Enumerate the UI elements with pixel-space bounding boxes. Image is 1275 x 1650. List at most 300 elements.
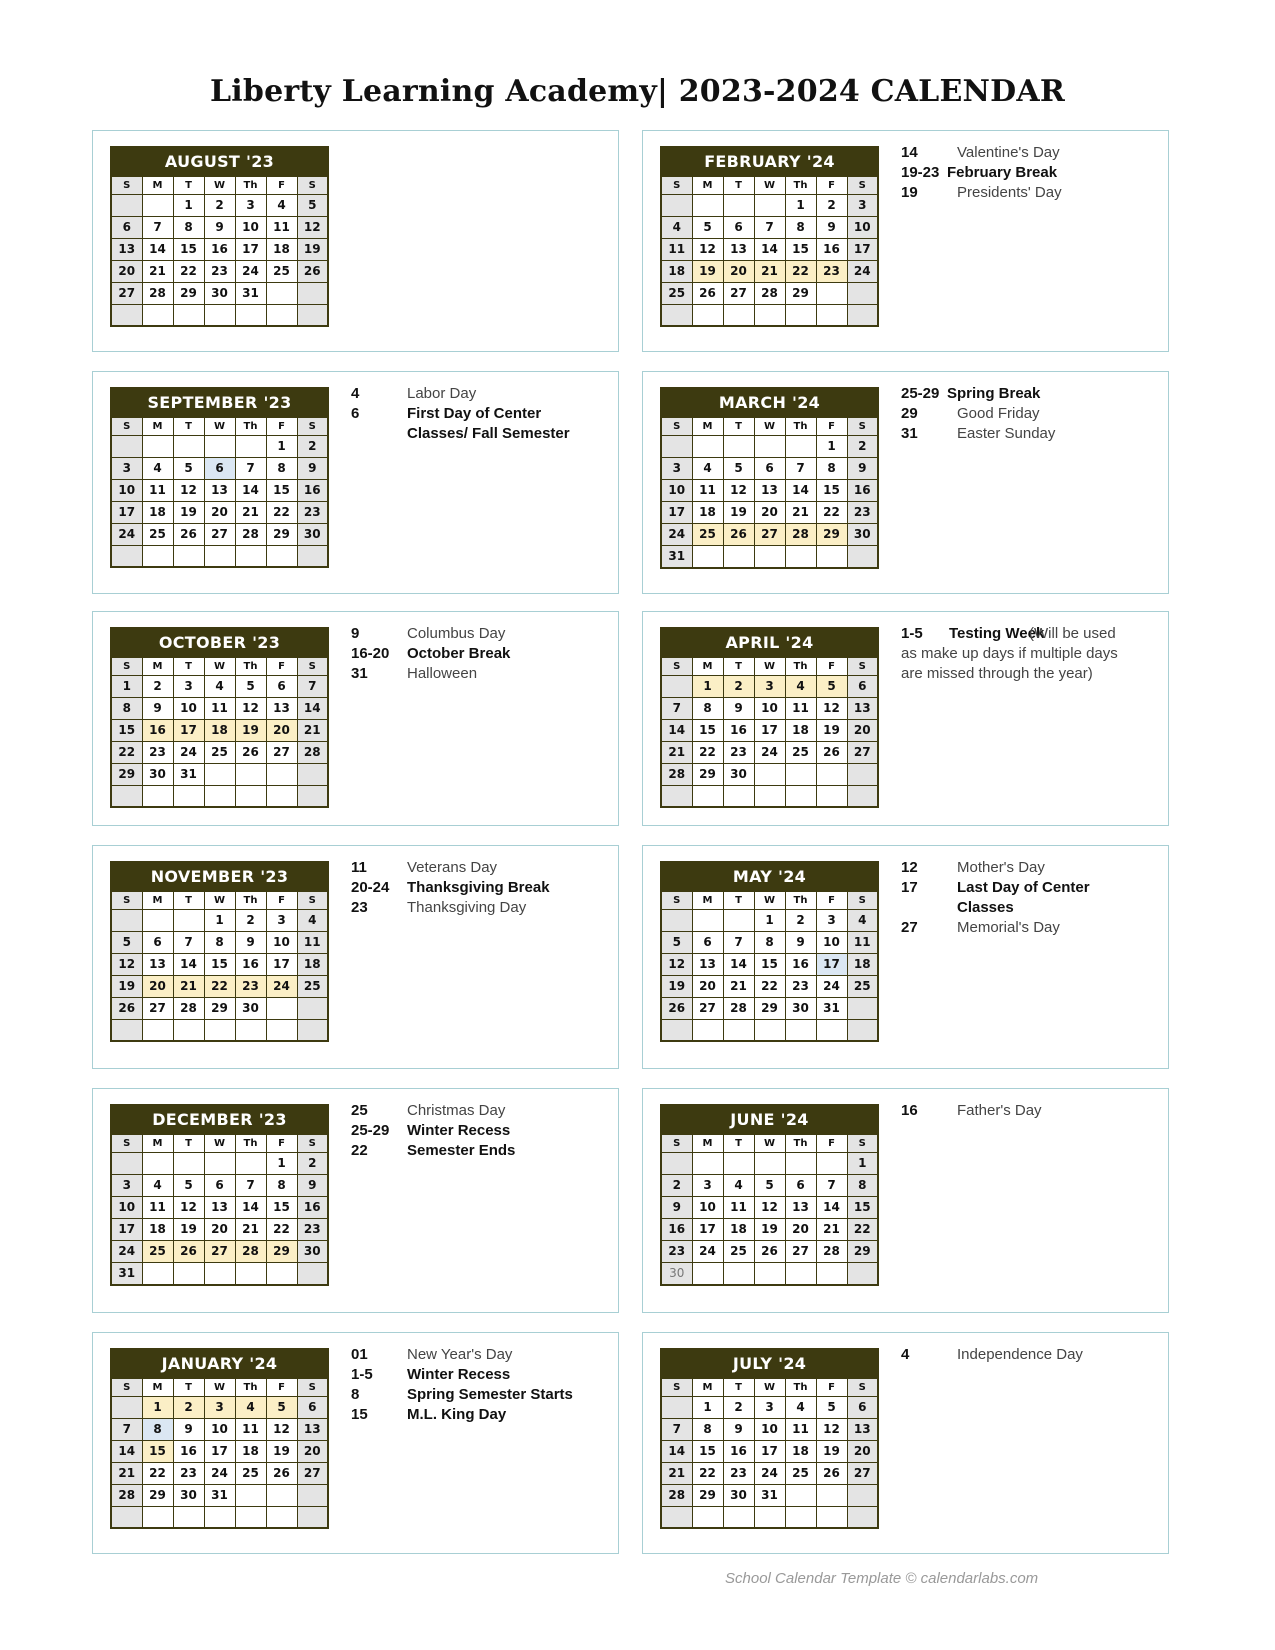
day-cell: 23 xyxy=(847,502,878,524)
day-cell: 26 xyxy=(692,283,723,305)
day-cell: 24 xyxy=(111,524,142,546)
weekday-header: S xyxy=(297,1135,328,1153)
empty-cell xyxy=(754,1020,785,1041)
day-cell: 25 xyxy=(235,1463,266,1485)
day-cell: 26 xyxy=(723,524,754,546)
day-cell: 16 xyxy=(847,480,878,502)
weekday-header: S xyxy=(111,658,142,676)
weekday-header: M xyxy=(692,1379,723,1397)
day-cell: 19 xyxy=(266,1441,297,1463)
day-cell: 22 xyxy=(754,976,785,998)
day-cell: 1 xyxy=(847,1153,878,1175)
day-cell: 10 xyxy=(754,1419,785,1441)
weekday-header: T xyxy=(723,177,754,195)
empty-cell xyxy=(723,1020,754,1041)
day-cell: 30 xyxy=(723,764,754,786)
empty-cell xyxy=(661,910,692,932)
day-cell: 18 xyxy=(785,1441,816,1463)
event-date: 14 xyxy=(901,144,918,161)
weekday-header: S xyxy=(847,892,878,910)
day-cell: 2 xyxy=(173,1397,204,1419)
empty-cell xyxy=(235,1153,266,1175)
day-cell: 22 xyxy=(692,1463,723,1485)
day-cell: 22 xyxy=(816,502,847,524)
day-cell: 19 xyxy=(173,502,204,524)
event-text: Easter Sunday xyxy=(957,425,1056,442)
day-cell: 31 xyxy=(754,1485,785,1507)
day-cell: 20 xyxy=(142,976,173,998)
day-cell: 2 xyxy=(297,1153,328,1175)
day-cell: 21 xyxy=(816,1219,847,1241)
event-date: 23 xyxy=(351,899,368,916)
day-cell: 14 xyxy=(111,1441,142,1463)
weekday-header: S xyxy=(297,892,328,910)
empty-cell xyxy=(692,305,723,326)
weekday-header: S xyxy=(661,418,692,436)
day-cell: 14 xyxy=(235,1197,266,1219)
day-cell: 28 xyxy=(142,283,173,305)
empty-cell xyxy=(173,1153,204,1175)
day-cell: 7 xyxy=(816,1175,847,1197)
day-cell: 25 xyxy=(204,742,235,764)
day-cell: 26 xyxy=(754,1241,785,1263)
day-cell: 7 xyxy=(142,217,173,239)
day-cell: 23 xyxy=(785,976,816,998)
day-cell: 22 xyxy=(111,742,142,764)
day-cell: 18 xyxy=(142,502,173,524)
empty-cell xyxy=(692,910,723,932)
weekday-header: Th xyxy=(235,1135,266,1153)
day-cell: 10 xyxy=(661,480,692,502)
day-cell: 25 xyxy=(661,283,692,305)
day-cell: 6 xyxy=(142,932,173,954)
empty-cell xyxy=(173,1263,204,1286)
event-text: Testing Week xyxy=(949,625,1045,642)
event-date: 31 xyxy=(351,665,368,682)
month-panel xyxy=(92,130,619,352)
day-cell: 26 xyxy=(173,1241,204,1263)
day-cell: 24 xyxy=(692,1241,723,1263)
day-cell: 14 xyxy=(754,239,785,261)
day-cell: 13 xyxy=(754,480,785,502)
day-cell: 29 xyxy=(266,1241,297,1263)
weekday-header: Th xyxy=(785,418,816,436)
event-text: Good Friday xyxy=(957,405,1040,422)
event-text: Thanksgiving Day xyxy=(407,899,527,916)
day-cell: 25 xyxy=(723,1241,754,1263)
empty-cell xyxy=(266,998,297,1020)
weekday-header: W xyxy=(204,418,235,436)
event-note: (Will be used xyxy=(1029,625,1116,642)
day-cell: 20 xyxy=(723,261,754,283)
day-cell: 3 xyxy=(661,458,692,480)
empty-cell xyxy=(266,1263,297,1286)
month-name: APRIL '24 xyxy=(661,628,878,658)
weekday-header: F xyxy=(816,418,847,436)
day-cell: 16 xyxy=(723,1441,754,1463)
day-cell: 26 xyxy=(173,524,204,546)
weekday-header: S xyxy=(847,418,878,436)
empty-cell xyxy=(266,305,297,326)
weekday-header: S xyxy=(111,418,142,436)
event-text: Christmas Day xyxy=(407,1102,506,1119)
day-cell: 4 xyxy=(661,217,692,239)
day-cell: 23 xyxy=(173,1463,204,1485)
day-cell: 26 xyxy=(266,1463,297,1485)
day-cell: 29 xyxy=(266,524,297,546)
event-date: 19 xyxy=(901,184,918,201)
day-cell: 9 xyxy=(142,698,173,720)
day-cell: 5 xyxy=(235,676,266,698)
day-cell: 30 xyxy=(297,1241,328,1263)
event-text: Classes/ Fall Semester xyxy=(407,425,570,442)
empty-cell xyxy=(204,546,235,567)
day-cell: 15 xyxy=(692,720,723,742)
day-cell: 10 xyxy=(266,932,297,954)
day-cell: 9 xyxy=(847,458,878,480)
day-cell: 7 xyxy=(173,932,204,954)
empty-cell xyxy=(142,195,173,217)
day-cell: 5 xyxy=(173,1175,204,1197)
day-cell: 21 xyxy=(235,1219,266,1241)
day-cell: 28 xyxy=(111,1485,142,1507)
event-date: 15 xyxy=(351,1406,368,1423)
empty-cell xyxy=(692,1153,723,1175)
day-cell: 24 xyxy=(204,1463,235,1485)
day-cell: 22 xyxy=(266,1219,297,1241)
weekday-header: T xyxy=(723,1135,754,1153)
day-cell: 27 xyxy=(204,524,235,546)
day-cell: 8 xyxy=(785,217,816,239)
day-cell: 15 xyxy=(816,480,847,502)
empty-cell xyxy=(173,786,204,807)
day-cell: 19 xyxy=(816,720,847,742)
empty-cell xyxy=(847,283,878,305)
day-cell: 17 xyxy=(204,1441,235,1463)
event-text: Spring Semester Starts xyxy=(407,1386,573,1403)
month-name: MAY '24 xyxy=(661,862,878,892)
day-cell: 2 xyxy=(816,195,847,217)
month-calendar xyxy=(110,146,329,327)
day-cell: 24 xyxy=(661,524,692,546)
empty-cell xyxy=(723,910,754,932)
day-cell: 13 xyxy=(723,239,754,261)
empty-cell xyxy=(692,1507,723,1528)
day-cell: 31 xyxy=(661,546,692,569)
day-cell: 1 xyxy=(266,1153,297,1175)
weekday-header: S xyxy=(661,892,692,910)
day-cell: 29 xyxy=(754,998,785,1020)
empty-cell xyxy=(111,786,142,807)
day-cell: 27 xyxy=(785,1241,816,1263)
empty-cell xyxy=(661,195,692,217)
empty-cell xyxy=(204,786,235,807)
day-cell: 1 xyxy=(816,436,847,458)
weekday-header: W xyxy=(754,658,785,676)
event-text: Spring Break xyxy=(947,385,1041,402)
month-calendar xyxy=(110,1348,329,1529)
day-cell: 20 xyxy=(204,502,235,524)
day-cell: 21 xyxy=(173,976,204,998)
day-cell: 15 xyxy=(692,1441,723,1463)
day-cell: 14 xyxy=(661,1441,692,1463)
event-date: 25-29 xyxy=(351,1122,390,1139)
event-date: 4 xyxy=(351,385,360,402)
day-cell: 7 xyxy=(111,1419,142,1441)
day-cell: 14 xyxy=(142,239,173,261)
day-cell: 23 xyxy=(297,502,328,524)
event-date: 1-5 xyxy=(901,625,923,642)
day-cell: 4 xyxy=(785,1397,816,1419)
weekday-header: F xyxy=(266,658,297,676)
empty-cell xyxy=(235,1263,266,1286)
day-cell: 8 xyxy=(816,458,847,480)
day-cell: 28 xyxy=(661,764,692,786)
empty-cell xyxy=(754,786,785,807)
day-cell: 3 xyxy=(173,676,204,698)
weekday-header: T xyxy=(173,177,204,195)
footer-credit: School Calendar Template © calendarlabs.com xyxy=(725,1570,1039,1587)
weekday-header: W xyxy=(204,1379,235,1397)
day-cell: 6 xyxy=(266,676,297,698)
empty-cell xyxy=(692,546,723,569)
weekday-header: S xyxy=(297,418,328,436)
empty-cell xyxy=(297,1020,328,1041)
month-name: NOVEMBER '23 xyxy=(111,862,328,892)
day-cell: 4 xyxy=(266,195,297,217)
day-cell: 9 xyxy=(723,698,754,720)
empty-cell xyxy=(816,1263,847,1286)
day-cell: 19 xyxy=(754,1219,785,1241)
day-cell: 13 xyxy=(204,1197,235,1219)
day-cell: 19 xyxy=(111,976,142,998)
day-cell: 25 xyxy=(266,261,297,283)
day-cell: 26 xyxy=(235,742,266,764)
day-cell: 3 xyxy=(111,458,142,480)
empty-cell xyxy=(204,305,235,326)
month-calendar xyxy=(660,1104,879,1286)
empty-cell xyxy=(754,305,785,326)
day-cell: 29 xyxy=(692,1485,723,1507)
day-cell: 6 xyxy=(692,932,723,954)
day-cell: 4 xyxy=(847,910,878,932)
day-cell: 2 xyxy=(204,195,235,217)
empty-cell xyxy=(297,1263,328,1286)
day-cell: 27 xyxy=(847,1463,878,1485)
day-cell: 28 xyxy=(297,742,328,764)
day-cell: 25 xyxy=(785,742,816,764)
month-panel xyxy=(92,371,619,594)
day-cell: 12 xyxy=(692,239,723,261)
event-text: Mother's Day xyxy=(957,859,1045,876)
empty-cell xyxy=(173,910,204,932)
empty-cell xyxy=(111,546,142,567)
empty-cell xyxy=(785,1507,816,1528)
day-cell: 31 xyxy=(111,1263,142,1286)
weekday-header: Th xyxy=(785,892,816,910)
empty-cell xyxy=(692,786,723,807)
month-calendar xyxy=(110,1104,329,1286)
day-cell: 20 xyxy=(266,720,297,742)
event-date: 29 xyxy=(901,405,918,422)
empty-cell xyxy=(723,1263,754,1286)
empty-cell xyxy=(785,546,816,569)
month-name: OCTOBER '23 xyxy=(111,628,328,658)
empty-cell xyxy=(847,305,878,326)
event-date: 01 xyxy=(351,1346,368,1363)
day-cell: 4 xyxy=(142,1175,173,1197)
weekday-header: F xyxy=(816,658,847,676)
day-cell: 15 xyxy=(111,720,142,742)
month-panel xyxy=(92,845,619,1069)
weekday-header: M xyxy=(142,177,173,195)
day-cell: 15 xyxy=(754,954,785,976)
empty-cell xyxy=(297,305,328,326)
empty-cell xyxy=(142,786,173,807)
day-cell: 11 xyxy=(235,1419,266,1441)
day-cell: 19 xyxy=(692,261,723,283)
weekday-header: S xyxy=(111,177,142,195)
day-cell: 24 xyxy=(111,1241,142,1263)
empty-cell xyxy=(142,910,173,932)
weekday-header: Th xyxy=(235,892,266,910)
empty-cell xyxy=(816,283,847,305)
day-cell: 30 xyxy=(723,1485,754,1507)
weekday-header: S xyxy=(297,1379,328,1397)
empty-cell xyxy=(111,1397,142,1419)
day-cell: 16 xyxy=(785,954,816,976)
weekday-header: S xyxy=(661,1379,692,1397)
day-cell: 18 xyxy=(661,261,692,283)
event-date: 25 xyxy=(351,1102,368,1119)
day-cell: 28 xyxy=(661,1485,692,1507)
empty-cell xyxy=(816,764,847,786)
day-cell: 21 xyxy=(661,742,692,764)
empty-cell xyxy=(142,546,173,567)
day-cell: 12 xyxy=(816,698,847,720)
event-text: Last Day of Center xyxy=(957,879,1090,896)
empty-cell xyxy=(692,195,723,217)
month-name: MARCH '24 xyxy=(661,388,878,418)
day-cell: 22 xyxy=(204,976,235,998)
empty-cell xyxy=(111,436,142,458)
event-text: Winter Recess xyxy=(407,1366,511,1383)
day-cell: 25 xyxy=(847,976,878,998)
month-panel xyxy=(642,611,1169,826)
event-date: 16 xyxy=(901,1102,918,1119)
weekday-header: M xyxy=(142,658,173,676)
empty-cell xyxy=(142,1020,173,1041)
day-cell: 23 xyxy=(142,742,173,764)
day-cell: 2 xyxy=(723,1397,754,1419)
empty-cell xyxy=(204,764,235,786)
day-cell: 1 xyxy=(754,910,785,932)
day-cell: 30 xyxy=(142,764,173,786)
weekday-header: F xyxy=(266,1135,297,1153)
day-cell: 16 xyxy=(297,1197,328,1219)
day-cell: 28 xyxy=(173,998,204,1020)
weekday-header: W xyxy=(754,1135,785,1153)
day-cell: 22 xyxy=(847,1219,878,1241)
day-cell: 22 xyxy=(266,502,297,524)
event-text: Winter Recess xyxy=(407,1122,511,1139)
empty-cell xyxy=(266,283,297,305)
day-cell: 8 xyxy=(692,1419,723,1441)
weekday-header: T xyxy=(723,418,754,436)
day-cell: 6 xyxy=(847,676,878,698)
empty-cell xyxy=(847,998,878,1020)
day-cell: 28 xyxy=(785,524,816,546)
empty-cell xyxy=(723,786,754,807)
weekday-header: S xyxy=(847,177,878,195)
day-cell: 25 xyxy=(692,524,723,546)
day-cell: 2 xyxy=(785,910,816,932)
empty-cell xyxy=(785,1485,816,1507)
empty-cell xyxy=(785,1153,816,1175)
day-cell: 15 xyxy=(847,1197,878,1219)
day-cell: 23 xyxy=(297,1219,328,1241)
event-text: as make up days if multiple days xyxy=(901,645,1118,662)
empty-cell xyxy=(785,1020,816,1041)
empty-cell xyxy=(847,546,878,569)
empty-cell xyxy=(661,305,692,326)
empty-cell xyxy=(266,1485,297,1507)
month-panel xyxy=(642,1332,1169,1554)
day-cell: 11 xyxy=(297,932,328,954)
empty-cell xyxy=(173,1507,204,1528)
day-cell: 1 xyxy=(142,1397,173,1419)
day-cell: 10 xyxy=(816,932,847,954)
day-cell: 26 xyxy=(661,998,692,1020)
day-cell: 5 xyxy=(173,458,204,480)
empty-cell xyxy=(111,305,142,326)
day-cell: 11 xyxy=(661,239,692,261)
empty-cell xyxy=(723,546,754,569)
day-cell: 28 xyxy=(235,524,266,546)
day-cell: 17 xyxy=(173,720,204,742)
day-cell: 19 xyxy=(173,1219,204,1241)
day-cell: 13 xyxy=(204,480,235,502)
weekday-header: T xyxy=(723,1379,754,1397)
empty-cell xyxy=(847,764,878,786)
day-cell: 30 xyxy=(847,524,878,546)
day-cell: 9 xyxy=(204,217,235,239)
empty-cell xyxy=(297,764,328,786)
day-cell: 11 xyxy=(266,217,297,239)
weekday-header: Th xyxy=(785,1379,816,1397)
event-text: Labor Day xyxy=(407,385,477,402)
day-cell: 10 xyxy=(692,1197,723,1219)
day-cell: 29 xyxy=(816,524,847,546)
weekday-header: Th xyxy=(235,658,266,676)
day-cell: 10 xyxy=(235,217,266,239)
weekday-header: Th xyxy=(785,177,816,195)
day-cell: 19 xyxy=(297,239,328,261)
day-cell: 13 xyxy=(111,239,142,261)
month-name: AUGUST '23 xyxy=(111,147,328,177)
weekday-header: Th xyxy=(235,177,266,195)
day-cell: 17 xyxy=(111,502,142,524)
day-cell: 16 xyxy=(297,480,328,502)
empty-cell xyxy=(847,1507,878,1528)
day-cell: 4 xyxy=(723,1175,754,1197)
empty-cell xyxy=(297,1485,328,1507)
day-cell: 8 xyxy=(111,698,142,720)
event-text: Memorial's Day xyxy=(957,919,1060,936)
weekday-header: T xyxy=(723,892,754,910)
day-cell: 23 xyxy=(661,1241,692,1263)
day-cell: 14 xyxy=(816,1197,847,1219)
